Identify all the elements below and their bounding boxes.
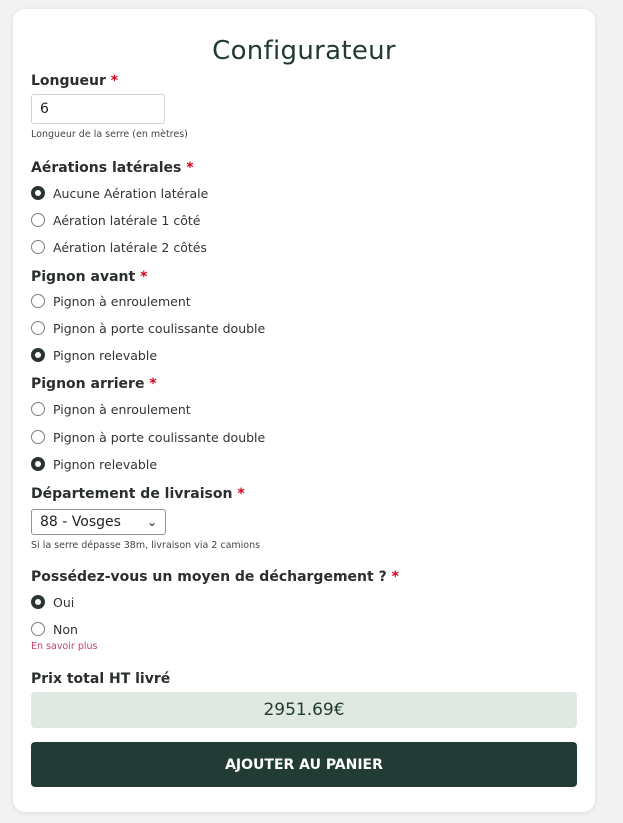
required-marker: * — [110, 73, 119, 89]
radio-checked-icon — [31, 186, 45, 200]
radio-pignon-avant-porte[interactable]: Pignon à porte coulissante double — [31, 319, 265, 337]
radio-pignon-arriere-porte[interactable]: Pignon à porte coulissante double — [31, 428, 265, 446]
required-marker: * — [237, 486, 245, 502]
radio-checked-icon — [31, 457, 45, 471]
longueur-label: Longueur * — [31, 73, 119, 89]
add-to-cart-button[interactable]: AJOUTER AU PANIER — [31, 742, 577, 787]
required-marker: * — [391, 569, 399, 585]
required-marker: * — [140, 269, 148, 285]
radio-unchecked-icon — [31, 240, 45, 254]
aerations-label: Aérations latérales * — [31, 160, 194, 176]
departement-help: Si la serre dépasse 38m, livraison via 2 camions — [31, 540, 261, 551]
departement-selected-value: 88 - Vosges — [40, 514, 121, 530]
dechargement-label: Possédez-vous un moyen de déchargement ? * — [31, 569, 399, 585]
radio-aeration-1-cote[interactable]: Aération latérale 1 côté — [31, 211, 200, 229]
radio-unchecked-icon — [31, 402, 45, 416]
radio-checked-icon — [31, 348, 45, 362]
price-display — [31, 692, 577, 728]
radio-unchecked-icon — [31, 430, 45, 444]
longueur-input[interactable] — [31, 94, 165, 124]
pignon-avant-label: Pignon avant * — [31, 269, 148, 285]
radio-unchecked-icon — [31, 321, 45, 335]
configurator-card — [13, 9, 595, 812]
pignon-arriere-label: Pignon arriere * — [31, 376, 157, 392]
radio-dechargement-oui[interactable]: Oui — [31, 593, 74, 611]
page-title: Configurateur — [212, 36, 396, 66]
radio-unchecked-icon — [31, 213, 45, 227]
departement-select[interactable] — [31, 509, 166, 535]
longueur-help: Longueur de la serre (en mètres) — [31, 129, 188, 140]
radio-checked-icon — [31, 595, 45, 609]
required-marker: * — [149, 376, 157, 392]
radio-aeration-aucune[interactable]: Aucune Aération latérale — [31, 184, 208, 202]
chevron-down-icon: ⌄ — [146, 515, 157, 529]
radio-pignon-avant-enroulement[interactable]: Pignon à enroulement — [31, 292, 191, 310]
radio-aeration-2-cotes[interactable]: Aération latérale 2 côtés — [31, 238, 207, 256]
radio-pignon-arriere-enroulement[interactable]: Pignon à enroulement — [31, 400, 191, 418]
radio-unchecked-icon — [31, 622, 45, 636]
price-label: Prix total HT livré — [31, 671, 171, 687]
required-marker: * — [186, 160, 194, 176]
price-value: 2951.69€ — [263, 700, 345, 720]
departement-label: Département de livraison * — [31, 486, 245, 502]
radio-unchecked-icon — [31, 294, 45, 308]
radio-dechargement-non[interactable]: Non — [31, 620, 78, 638]
radio-pignon-arriere-relevable[interactable]: Pignon relevable — [31, 455, 157, 473]
radio-pignon-avant-relevable[interactable]: Pignon relevable — [31, 346, 157, 364]
en-savoir-plus-link[interactable]: En savoir plus — [31, 641, 98, 652]
